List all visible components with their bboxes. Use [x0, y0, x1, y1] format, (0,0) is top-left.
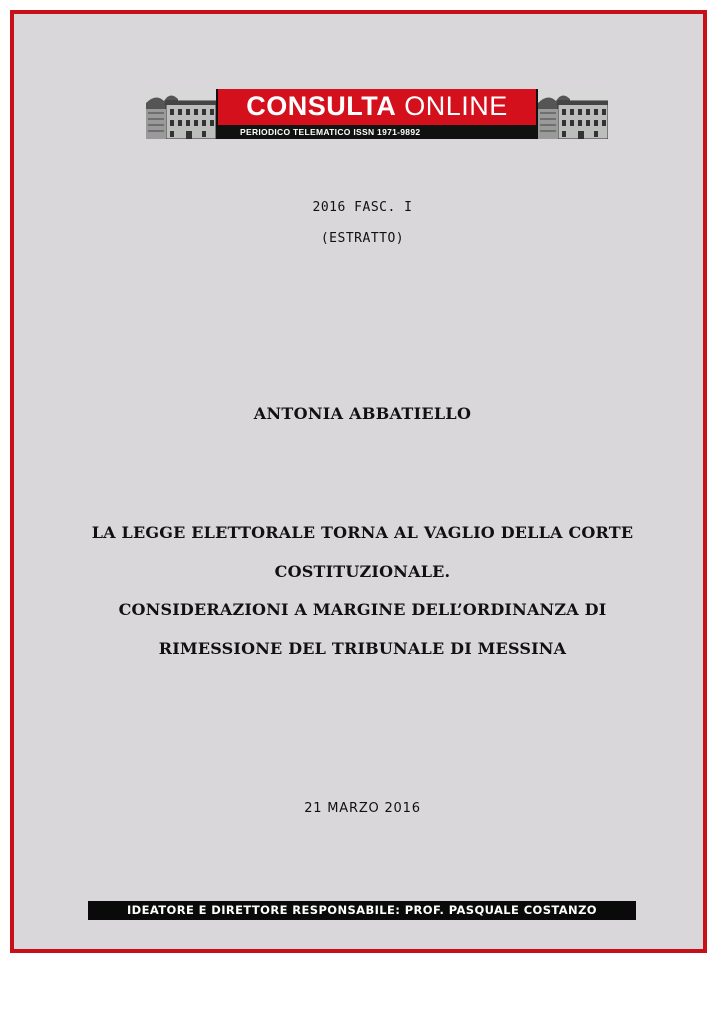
title-line: LA LEGGE ELETTORALE TORNA AL VAGLIO DELLA CORTE [91, 523, 634, 542]
article-title [14, 514, 711, 668]
building-image-right [538, 89, 608, 139]
title-line: CONSIDERAZIONI A MARGINE DELL’ORDINANZA DI [118, 600, 607, 619]
masthead-banner [216, 89, 538, 139]
author-name: ANTONIA ABBATIELLO [253, 404, 472, 423]
issue-label: 2016 FASC. I [312, 200, 413, 215]
journal-masthead [146, 89, 608, 139]
title-line: COSTITUZIONALE. [274, 561, 451, 581]
publication-date: 21 MARZO 2016 [304, 801, 421, 816]
journal-issn: PERIODICO TELEMATICO ISSN 1971-9892 [218, 125, 536, 139]
editor-footer: IDEATORE E DIRETTORE RESPONSABILE: PROF. PASQUALE COSTANZO [88, 901, 636, 920]
journal-title: CONSULTA ONLINE [246, 91, 508, 121]
extract-label: (ESTRATTO) [320, 231, 405, 246]
title-line: RIMESSIONE DEL TRIBUNALE DI MESSINA [158, 638, 567, 658]
building-image-left [146, 89, 216, 139]
